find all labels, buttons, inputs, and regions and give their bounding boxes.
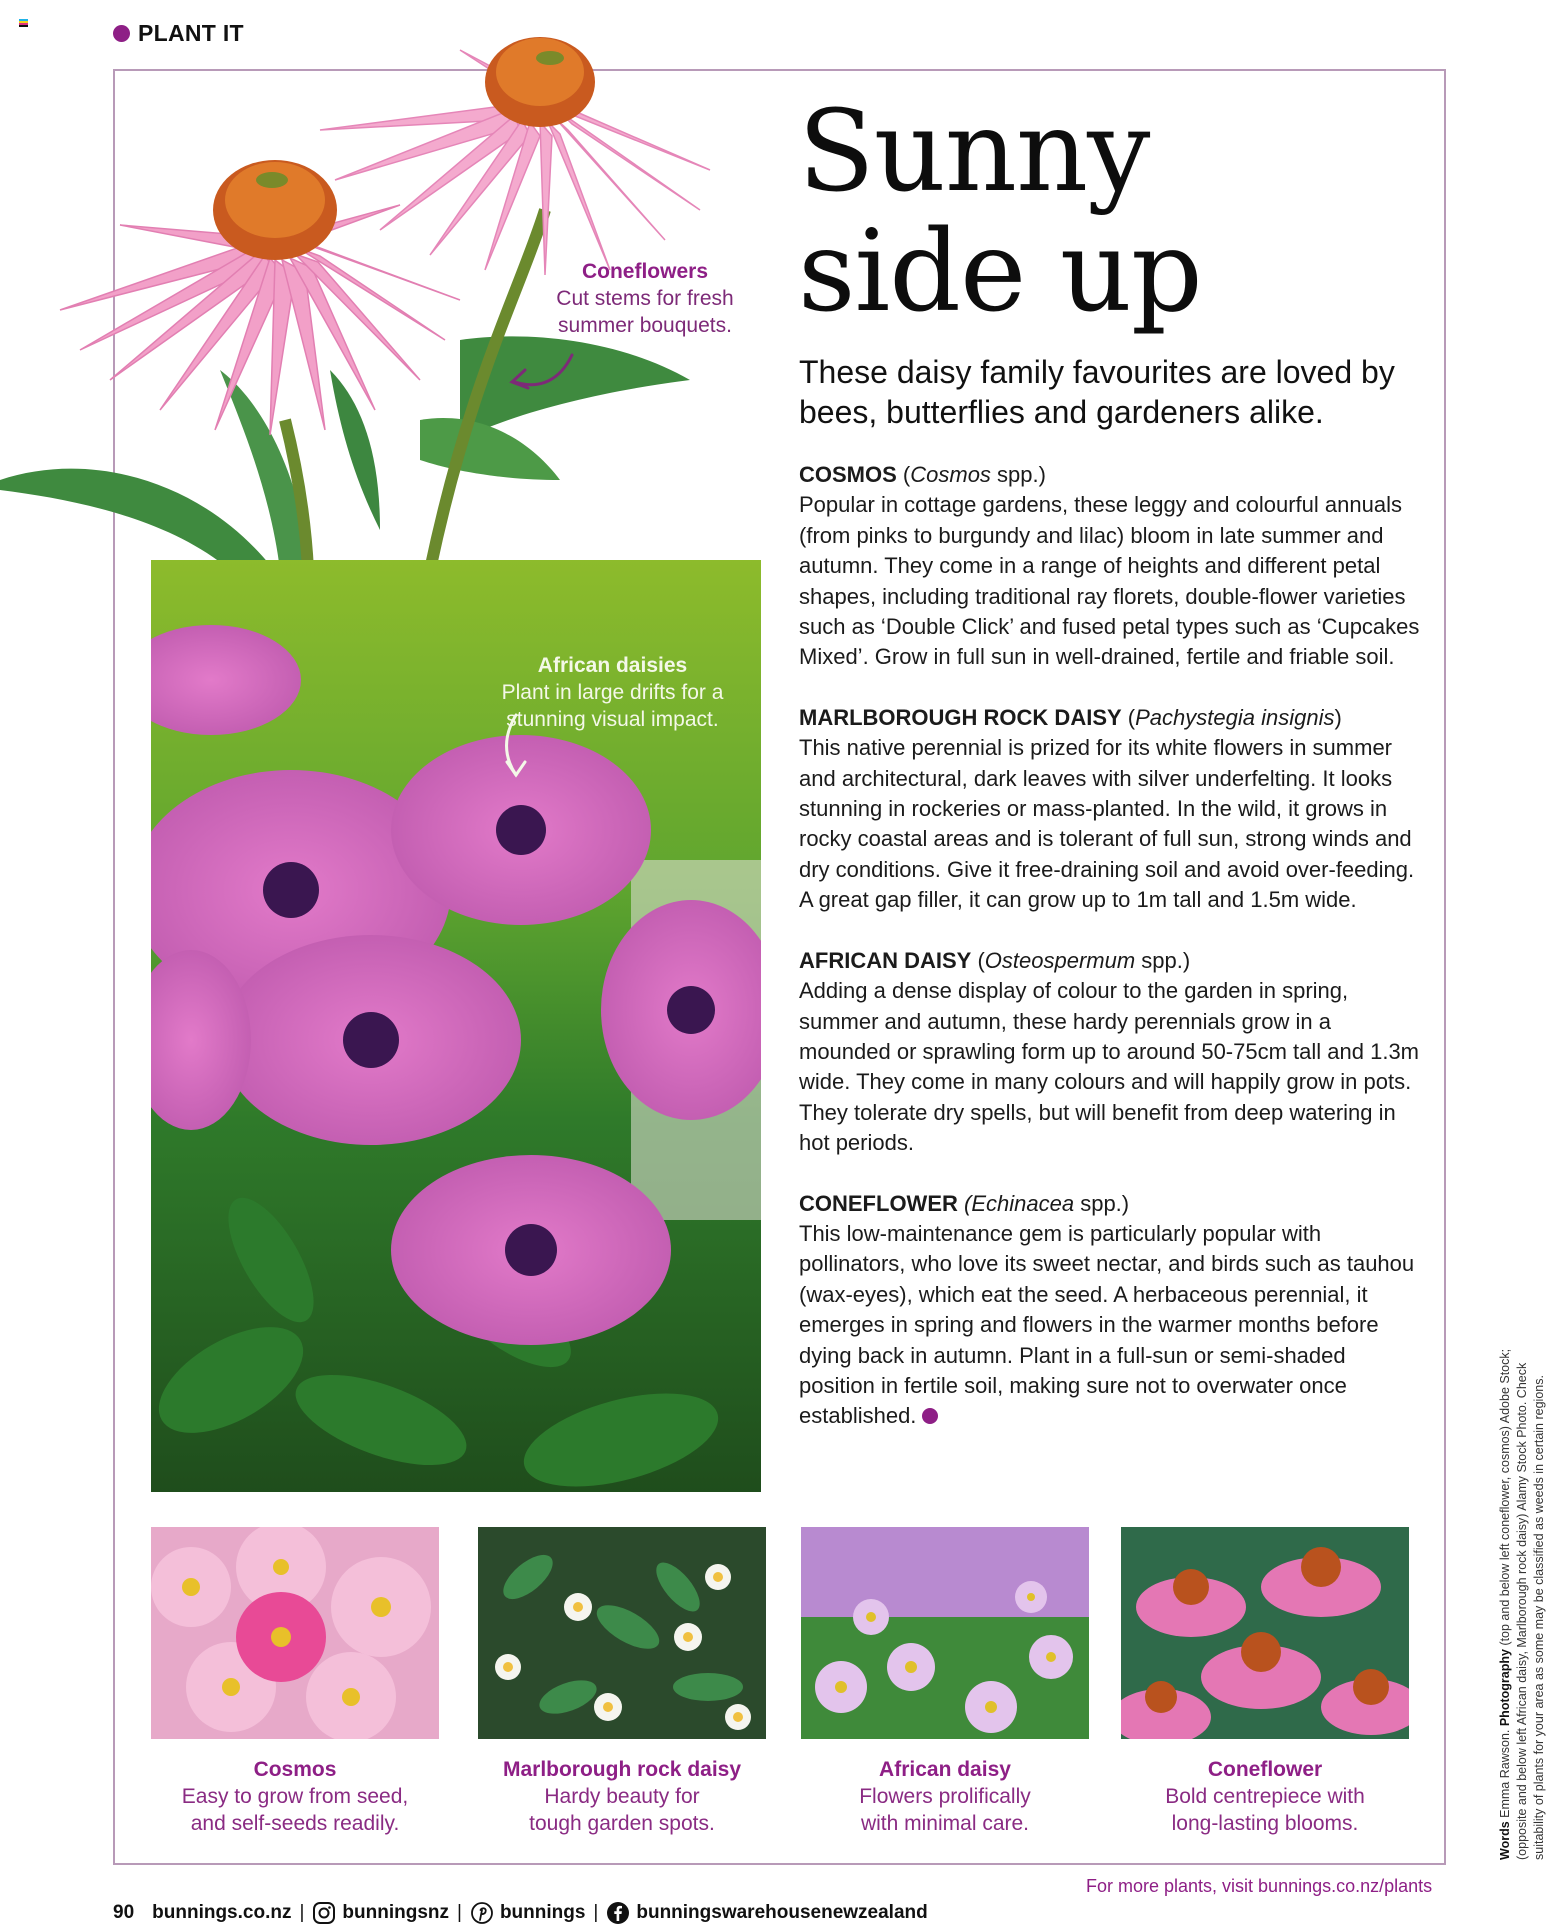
page-footer: [113, 1901, 928, 1925]
thumb-coneflower: [1121, 1527, 1409, 1837]
thumb-caption: Coneflower Bold centrepiece with long-lasting blooms.: [1165, 1758, 1365, 1835]
separator: |: [299, 1902, 305, 1923]
callout-text-line: summer bouquets.: [558, 314, 732, 337]
entry-text: This native perennial is prized for its white flowers in summer and architectural, dark leaves with silver underfelting. It looks stunning in rockeries or mass-planted. In the wild, it grows in rocky coastal areas and is tolerant of full sun, strong winds and dry conditions. Give it free-draining soil and avoid over-feeding. A great gap filler, it can grow up to 1m tall and 1.5m wide.: [799, 735, 1415, 913]
intro-standfirst: These daisy family favourites are loved by bees, butterflies and gardeners alike.: [799, 354, 1395, 430]
end-mark-dot-icon: [922, 1408, 938, 1424]
separator: |: [457, 1902, 462, 1923]
cosmos-photo: [151, 1527, 439, 1739]
thumb-cosmos: [151, 1527, 439, 1837]
photo-credits: Words Emma Rawson. Photography (top and below left coneflower, cosmos) Adobe Stock; (opposite and below left African daisy, Marlborough rock daisy) Alamy Stock Photo. Check suitability of plants for your area as some may be classified as weeds in certain regions.: [1498, 1348, 1546, 1860]
instagram-icon: [312, 1901, 336, 1925]
pinterest-icon: [470, 1901, 494, 1925]
callout-title: African daisies: [537, 654, 688, 677]
thumb-marlborough-rock-daisy: [478, 1527, 766, 1837]
callout-text-line: Cut stems for fresh: [556, 287, 734, 310]
coneflower-field-photo: [1121, 1527, 1409, 1739]
thumb-caption: African daisy Flowers prolifically with minimal care.: [859, 1758, 1031, 1835]
callout-text-line: stunning visual impact.: [506, 708, 719, 731]
entry-text: Adding a dense display of colour to the garden in spring, summer and autumn, these hardy perennials grow in a mounded or sprawling form up to around 50-75cm tall and 1.3m wide. They come in many colours and will happily grow in pots. They tolerate dry spells, but will benefit from deep watering in hot periods.: [799, 978, 1420, 1156]
title-line: side up: [798, 207, 1202, 337]
section-label: PLANT IT: [138, 20, 244, 46]
callout-text-line: Plant in large drifts for a: [501, 681, 724, 704]
entry-heading: MARLBOROUGH ROCK DAISY (Pachystegia insignis): [799, 704, 1342, 730]
pinterest-handle[interactable]: bunnings: [499, 1902, 586, 1923]
entry-heading: AFRICAN DAISY (Osteospermum spp.): [799, 947, 1191, 973]
page-number: 90: [113, 1902, 135, 1923]
thumb-caption: Marlborough rock daisy Hardy beauty for tough garden spots.: [502, 1758, 742, 1835]
separator: |: [593, 1902, 599, 1923]
entry-marlborough-rock-daisy: [799, 703, 1424, 916]
marlborough-rock-daisy-photo: [478, 1527, 766, 1739]
entry-text: Popular in cottage gardens, these leggy and colourful annuals (from pinks to burgundy and lilac) bloom in late summer and autumn. They come in a range of heights and different petal shapes, including traditional ray florets, double-flower varieties such as ‘Double Click’ and fused petal types such as ‘Cupcakes Mixed’. Grow in full sun in well-drained, fertile and friable soil.: [799, 492, 1420, 670]
callout-title: Coneflowers: [581, 260, 709, 283]
title-line: Sunny: [798, 87, 1150, 217]
more-plants-link[interactable]: For more plants, visit bunnings.co.nz/plants: [1086, 1876, 1433, 1896]
entry-cosmos: [799, 460, 1424, 673]
website-link[interactable]: bunnings.co.nz: [152, 1902, 292, 1923]
entry-heading: CONEFLOWER (Echinacea spp.): [799, 1190, 1130, 1216]
coneflowers-callout: [530, 258, 760, 339]
page-title: [798, 87, 1202, 337]
facebook-icon: [606, 1901, 630, 1925]
article-body: [799, 460, 1424, 1462]
african-daisies-callout: [480, 652, 745, 733]
facebook-handle[interactable]: bunningswarehousenewzealand: [636, 1902, 928, 1923]
entry-text: This low-maintenance gem is particularly popular with pollinators, who love its sweet nectar, and birds such as tauhou (wax-eyes), which eat the seed. A herbaceous perennial, it emerges in spring and flowers in the warmer months before dying back in autumn. Plant in a full-sun or semi-shaded position in fertile soil, making sure not to overwater once established.: [799, 1220, 1415, 1429]
entry-coneflower: [799, 1189, 1424, 1432]
entry-heading: COSMOS (Cosmos spp.): [799, 462, 1046, 487]
entry-african-daisy: [799, 946, 1424, 1159]
african-daisy-field-photo: [801, 1527, 1089, 1739]
instagram-handle[interactable]: bunningsnz: [342, 1902, 449, 1923]
thumb-african-daisy: [801, 1527, 1089, 1837]
thumb-caption: Cosmos Easy to grow from seed, and self-seeds readily.: [181, 1758, 409, 1835]
